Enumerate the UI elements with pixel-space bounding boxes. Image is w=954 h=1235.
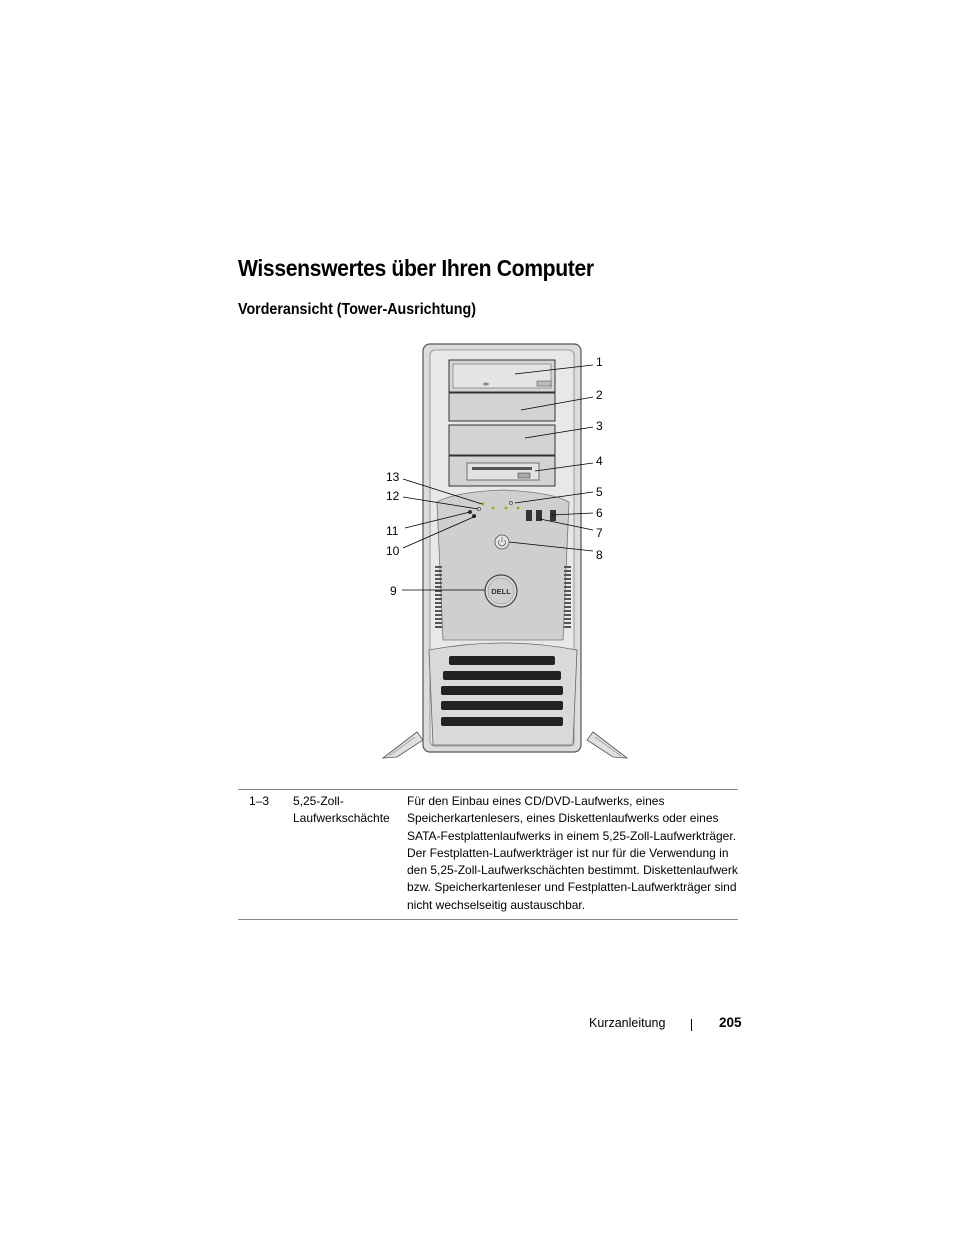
callout-2: 2 — [596, 388, 603, 402]
callout-7: 7 — [596, 526, 603, 540]
dell-logo — [485, 575, 517, 607]
callout-4: 4 — [596, 454, 603, 468]
callout-8: 8 — [596, 548, 603, 562]
callout-5: 5 — [596, 485, 603, 499]
callout-3: 3 — [596, 419, 603, 433]
footer-section-title: Kurzanleitung — [589, 1016, 666, 1030]
row-description: Für den Einbau eines CD/DVD-Laufwerks, eines Speicherkartenlesers, eines Diskettenlaufwerks oder eines SATA-Festplattenlaufwerks in einem 5,25-Zoll-Laufwerkträger. Der Festplatten-Laufwerkträger ist nur für die Verwendung in den 5,25-Zoll-Laufwerkschächten bestimmt. Diskettenlaufwerk bzw. Speicherkartenleser und Festplatten-Laufwerkträger sind nicht wechselseitig austauschbar. — [407, 794, 738, 912]
callout-10: 10 — [386, 544, 400, 558]
section-subtitle: Vorderansicht (Tower-Ausrichtung) — [238, 301, 476, 318]
row-number: 1–3 — [249, 794, 270, 808]
callout-11: 11 — [386, 524, 399, 538]
row-name: 5,25-Zoll-Laufwerkschächte — [293, 794, 390, 826]
table-row — [238, 790, 738, 920]
callout-9: 9 — [390, 584, 397, 598]
page-number: 205 — [719, 1015, 742, 1030]
page-title: Wissenswertes über Ihren Computer — [238, 255, 594, 281]
callout-12: 12 — [386, 489, 400, 503]
component-table — [238, 789, 738, 920]
svg-text:DELL: DELL — [491, 587, 511, 596]
computer-front-view-figure — [375, 340, 635, 765]
callout-13: 13 — [386, 470, 400, 484]
callout-1: 1 — [596, 355, 603, 369]
footer-divider — [691, 1019, 692, 1031]
callout-6: 6 — [596, 506, 603, 520]
